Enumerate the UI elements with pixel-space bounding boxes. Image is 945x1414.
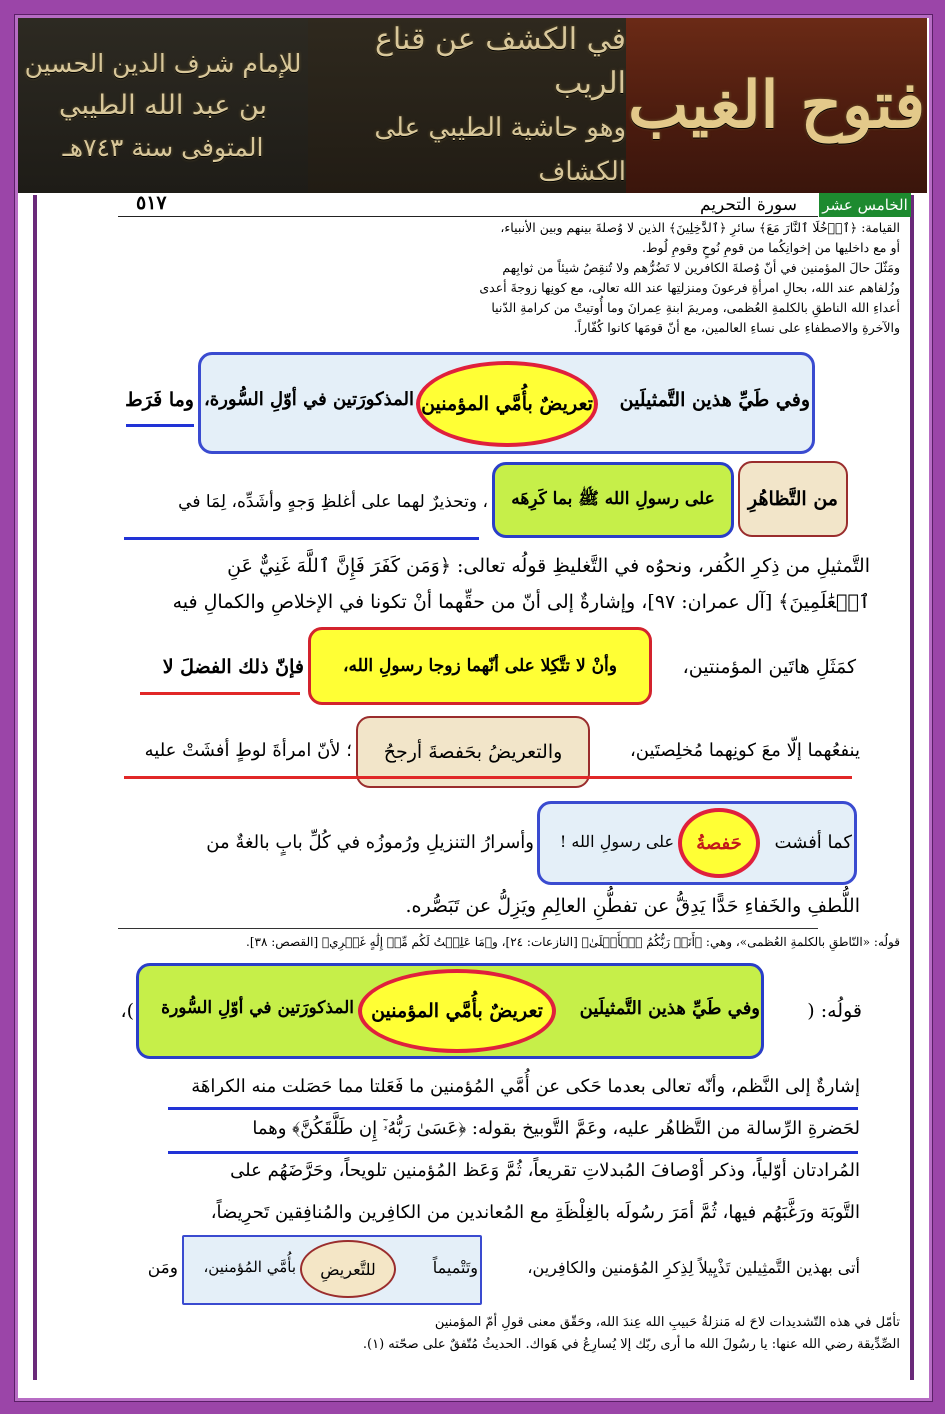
- ellipse-text: تعريضٌ بأُمَّي المؤمنين: [371, 1000, 543, 1022]
- phrase-text: على رسولِ الله ﷺ بما كَرِهَه: [511, 488, 715, 509]
- section7-lead: أتى بهذين التَّمثِيلين تَذْيِيلاً لِذِكرِ المُؤمنين والكافِرين،: [527, 1258, 860, 1277]
- left-border-line: [33, 195, 37, 1380]
- bottom-notes: [48, 1312, 900, 1356]
- section5-rest: على رسولِ الله !: [559, 832, 674, 851]
- subtitle-line-1: في الكشف عن قناع الريب: [375, 21, 626, 101]
- underline: [126, 424, 194, 427]
- header-rule: [118, 216, 818, 217]
- underline: [168, 1151, 858, 1154]
- note-line: وزُلفاهم عند الله، بحالِ امرأةِ فرعونَ ومنزلتِها عند الله تعالى، مع كونِها زوجةَ أعدى: [479, 280, 900, 295]
- text-line: التَّوبَة ورَغَّبَهُم فيها، ثُمَّ أمَرَ رسُولَه بالغِلْظَةِ مع المُعاندين من الكافِرين والمُنافِقين تَحرِيضاً،: [210, 1202, 860, 1223]
- note-line: ومَثّلَ حالَ المؤمنين في أنّ وُصلةَ الكافرين لا تَضُرُّهم ولا تُنقِصُ شيئاً من ثوابِهم: [502, 260, 900, 275]
- text-line: ٱلۡعَٰلَمِينَ﴾ [آل عمران: ٩٧]، وإشارةٌ إلى أنّ من حقِّهما أنْ تكونا في الإخلاصِ والكمالِ فيه: [172, 591, 870, 613]
- section3-lead: كمَثَلِ هاتَين المؤمنتين،: [682, 656, 856, 678]
- phrase-text: من التَّظاهُرِ: [748, 488, 838, 510]
- section5-lead: كما أفشت: [774, 832, 852, 853]
- word-ellipse: [300, 1240, 396, 1298]
- name-text: حَفصةُ: [696, 832, 742, 854]
- note-line: أعداءِ الله الناطقِ بالكلمةِ العُظمى، ومريمَ ابنةِ عِمرانَ وما أُوتيتْ من كرامةِ الدّنيا: [491, 300, 900, 315]
- underline: [124, 776, 852, 779]
- note-line: أو مع داخليها من إخوانِكُما من قومِ نُوحٍ وقومِ لُوط.: [641, 240, 900, 255]
- banner-subtitle-panel: [308, 18, 626, 193]
- underline: [168, 1107, 858, 1110]
- banner-title-panel: [626, 18, 927, 193]
- section2-rest: ، وتحذيرٌ لهما على أغلظِ وَجهٍ وأشَدِّه، لِمَا في: [178, 492, 488, 512]
- paragraph-2: [110, 1066, 860, 1234]
- section3-tail: فإنّ ذلك الفضلَ لا: [162, 656, 304, 678]
- section5-tail: وأسرارُ التنزيلِ ورُموزُه في كُلِّ بابٍ بالغةٌ من: [206, 832, 534, 853]
- top-notes: [48, 218, 900, 338]
- author-line-2: بن عبد الله الطيبي: [58, 89, 268, 121]
- name-ellipse: [678, 808, 760, 878]
- author-line-1: للإمام شرف الدين الحسين: [24, 48, 302, 78]
- underline: [124, 537, 479, 540]
- book-title: فتوح الغيب: [628, 67, 925, 143]
- surah-name: سورة التحريم: [700, 195, 797, 215]
- section1-tail: وما فَرَط: [125, 389, 194, 411]
- page-number: ٥١٧: [136, 192, 167, 214]
- text-line: المُرادتان أوّلياً، وذكر أوْصافَ المُبدلاتِ تقريعاً، ثُمَّ وَعَظ المُؤمنين تلويحاً، وحَرَّضَهُم على: [230, 1160, 860, 1181]
- section1-rest: المذكورَتين في أوّلِ السُّورة،: [204, 389, 414, 410]
- text-line: لحَضرةِ الرِّسالة من التَّظاهُر عليه، وعَمَّ التَّوبيخ بقوله: ﴿عَسَىٰ رَبُّهُۥٓ إِن طَلَّقَكُنَّ﴾ وهما: [252, 1118, 860, 1139]
- word-text: للتَّعريضِ: [320, 1259, 376, 1279]
- footnote-line: قولُه: «النّاطقِ بالكلمةِ العُظمى»، وهي: ﴿أَنَا۠ رَبُّكُمُ ٱلۡأَعۡلَىٰ﴾ [النازعات: ٢٤]، و﴿مَا عَلِمۡتُ لَكُم مِّنۡ إِلَٰهٍ غَيۡرِي﴾ [القصص: ٣٨].: [246, 935, 900, 949]
- phrase-box-ala-rasul: [492, 462, 734, 538]
- section7-tail: ومَن: [147, 1258, 178, 1278]
- ellipse-text: تعريضٌ بأُمَّي المؤمنين: [421, 393, 593, 415]
- section4-lead: ينفعُهما إلّا معَ كونِهما مُخلِصتَين،: [629, 740, 860, 761]
- book-banner: [18, 18, 927, 193]
- boxed-post: بأُمَّي المُؤمنين،: [203, 1258, 296, 1276]
- underline: [140, 692, 300, 695]
- section5-line2: اللُّطفِ والخَفاءِ حَدًّا يَدِقُّ عن تفطُّنِ العالِمِ ويَزِلُّ عن تَبَصُّره.: [405, 895, 860, 917]
- note-line: تأمّل في هذه التّشديدات لاحَ له مَنزلةُ حَبيبِ الله عِندَ الله، وحَقّق معنى قولِ أمّ المؤمنين: [434, 1315, 900, 1330]
- banner-author-panel: [18, 18, 308, 193]
- section6-rest: المذكورَتين في أوّلِ السُّورة: [161, 998, 354, 1018]
- text-line: إشارةٌ إلى النَّظم، وأنّه تعالى بعدما حَكى عن أُمَّي المُؤمنين ما فَعَلتا مما حَصَلت منه الكراهَة: [191, 1076, 860, 1097]
- boxed-pre: وتَتْميماً: [432, 1258, 478, 1277]
- section6-intro: وفي طَيِّ هذين التَّمثيلَين: [579, 998, 760, 1019]
- juz-label: الخامس عشر: [819, 193, 911, 217]
- note-line: الصِّدِّيقة رضي الله عنها: يا رسُولَ الله ما أرى ربّك إلا يُسارِعُ في هَواك. الحديثُ مُتّفقٌ على صحّته (١).: [362, 1337, 900, 1352]
- text-line: التَّمثيلِ من ذِكرِ الكُفر، ونحوُه في التَّغليظِ قولُه تعالى: ﴿وَمَن كَفَرَ فَإِنَّ ٱللَّهَ غَنِيٌّ عَنِ: [227, 555, 870, 577]
- highlight-box-3: [308, 627, 652, 705]
- box-text: والتعريضُ بحَفصةَ أرجحُ: [383, 741, 563, 763]
- footnote-rule: [118, 928, 818, 929]
- right-border-line: [910, 195, 914, 1380]
- note-line: القيامة: ﴿ٱدۡخُلَا ٱلنَّارَ مَعَ﴾ سائرِ ﴿ٱلدَّٰخِلِينَ﴾ الذين لا وُصلةَ بينهم وبين الأنبياء،: [500, 220, 900, 235]
- qawluh-label: قولُه: (: [807, 1000, 862, 1022]
- section1-intro: وفي طَيِّ هذين التَّمثيلَين: [619, 389, 810, 411]
- author-line-3: المتوفى سنة ٧٤٣هـ: [62, 132, 264, 162]
- qawluh-close: )،: [120, 1000, 134, 1022]
- subtitle-line-2: وهو حاشية الطيبي على الكشاف: [374, 112, 626, 187]
- note-line: والآخرةِ والاصطفاءِ على نساءِ العالمين، مع أنّ قومَها كانوا كُفّاراً.: [573, 320, 900, 335]
- phrase-box-tazahur: [738, 461, 848, 537]
- paragraph-1: [100, 548, 870, 620]
- box-text: وأنْ لا تتَّكِلا على أنّهما زوجا رسولِ الله،: [342, 656, 617, 676]
- highlight-ellipse-1: [416, 361, 598, 447]
- section4-tail: ؛ لأنّ امرأةَ لوطٍ أفشَتْ عليه: [144, 740, 352, 761]
- highlight-ellipse-6: [358, 969, 556, 1053]
